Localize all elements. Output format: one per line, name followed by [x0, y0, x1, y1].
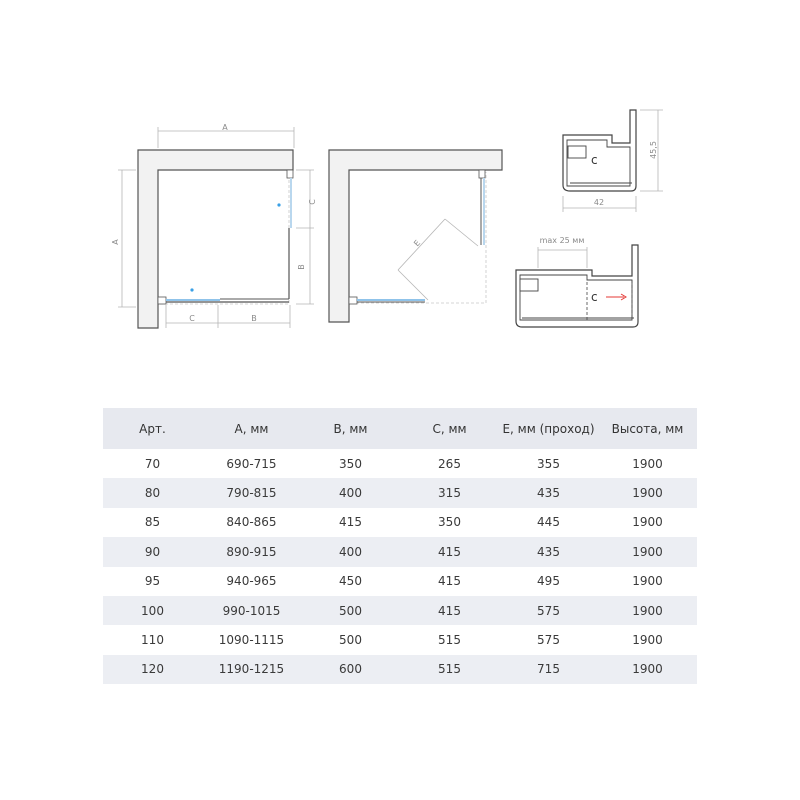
- table-row: [103, 508, 697, 537]
- dim-label-a-side: A: [111, 239, 120, 245]
- cell-c: 415: [438, 603, 461, 618]
- cell-art: 110: [141, 633, 164, 648]
- cell-art: 85: [144, 515, 161, 530]
- svg-text:c: c: [591, 290, 598, 304]
- svg-text:c: c: [591, 153, 598, 167]
- col-header-e: E, мм (проход): [502, 421, 595, 436]
- table-row: [103, 625, 697, 654]
- dim-profile-width: 42: [593, 198, 605, 207]
- dim-label-b-side: B: [297, 264, 306, 270]
- cell-e: 435: [537, 486, 560, 501]
- cell-e: 355: [537, 456, 560, 471]
- cell-a: 1190-1215: [218, 662, 285, 677]
- cell-a: 1090-1115: [218, 633, 285, 648]
- dim-profile-height: 45,5: [649, 141, 658, 159]
- col-header-art: Арт.: [139, 421, 166, 436]
- plan-view-open: [329, 150, 502, 322]
- cell-e: 495: [537, 574, 560, 589]
- cell-b: 415: [339, 515, 362, 530]
- table-row: [103, 478, 697, 507]
- cell-a: 890-915: [226, 544, 277, 559]
- cell-e: 435: [537, 544, 560, 559]
- cell-b: 600: [339, 662, 362, 677]
- cell-b: 350: [339, 456, 362, 471]
- cell-a: 790-815: [226, 486, 277, 501]
- cell-a: 690-715: [226, 456, 277, 471]
- cell-b: 450: [339, 574, 362, 589]
- table-row: [103, 596, 697, 625]
- cell-c: 315: [438, 486, 461, 501]
- cell-c: 515: [438, 633, 461, 648]
- cell-height: 1900: [632, 662, 663, 677]
- cell-art: 90: [144, 544, 161, 559]
- dim-label-c-side: C: [308, 199, 317, 205]
- col-header-c: C, мм: [432, 421, 467, 436]
- cell-c: 515: [438, 662, 461, 677]
- col-header-b: B, мм: [333, 421, 368, 436]
- cell-b: 500: [339, 603, 362, 618]
- cell-art: 80: [144, 486, 161, 501]
- dim-max-offset: max 25 мм: [539, 236, 585, 245]
- cell-c: 415: [438, 544, 461, 559]
- table-row: [103, 537, 697, 566]
- cell-art: 70: [144, 456, 161, 471]
- table-row: [103, 655, 697, 684]
- cell-c: 415: [438, 574, 461, 589]
- dim-label-b: B: [251, 314, 257, 323]
- cell-b: 400: [339, 486, 362, 501]
- cell-e: 575: [537, 603, 560, 618]
- plan-view-closed: [111, 123, 317, 328]
- cell-e: 575: [537, 633, 560, 648]
- cell-art: 95: [144, 574, 161, 589]
- cell-e: 445: [537, 515, 560, 530]
- table-row: [103, 449, 697, 478]
- col-header-height: Высота, мм: [611, 421, 684, 436]
- cell-art: 120: [141, 662, 164, 677]
- cell-height: 1900: [632, 544, 663, 559]
- table-row: [103, 567, 697, 596]
- cell-a: 990-1015: [222, 603, 281, 618]
- cell-b: 500: [339, 633, 362, 648]
- cell-height: 1900: [632, 515, 663, 530]
- cell-b: 400: [339, 544, 362, 559]
- technical-drawing: [0, 0, 800, 380]
- cell-height: 1900: [632, 456, 663, 471]
- cell-a: 940-965: [226, 574, 277, 589]
- cell-height: 1900: [632, 574, 663, 589]
- cell-e: 715: [537, 662, 560, 677]
- cell-height: 1900: [632, 603, 663, 618]
- profile-section-top: [563, 110, 663, 212]
- spec-table: [103, 408, 697, 684]
- table-header-row: [103, 408, 697, 449]
- cell-art: 100: [141, 603, 164, 618]
- cell-c: 265: [438, 456, 461, 471]
- cell-height: 1900: [632, 633, 663, 648]
- dim-label-a: A: [222, 123, 228, 132]
- cell-height: 1900: [632, 486, 663, 501]
- col-header-a: A, мм: [234, 421, 269, 436]
- cell-c: 350: [438, 515, 461, 530]
- cell-a: 840-865: [226, 515, 277, 530]
- dim-label-e: E: [412, 238, 423, 249]
- wall-outline-2: [329, 150, 502, 322]
- dim-label-c: C: [189, 314, 195, 323]
- profile-section-bottom: [516, 236, 638, 327]
